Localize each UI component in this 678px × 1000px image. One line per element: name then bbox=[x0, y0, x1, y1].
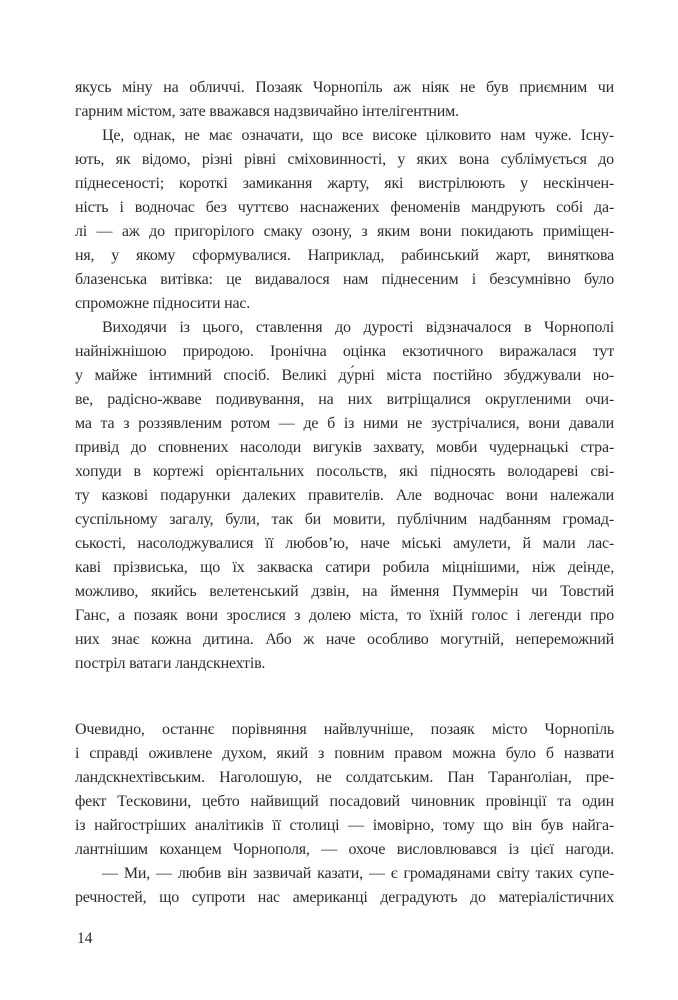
text-block bbox=[75, 76, 614, 910]
text-line: суспільному загалу, були, так би мовити, публічним надбанням громад- bbox=[75, 511, 614, 528]
text-line: фект Тесковини, цебто найвищий посадовий чиновник провінції та один bbox=[75, 793, 614, 810]
text-line: ськості, насолоджувалися її любов’ю, наче міські амулети, й мали лас- bbox=[75, 535, 614, 552]
text-line: лі — аж до пригорілого смаку озону, з яким вони покидають приміщен- bbox=[75, 223, 614, 240]
text-line: спроможне підносити нас. bbox=[75, 295, 251, 312]
text-line: ня, у якому сформувалися. Наприклад, рабинський жарт, виняткова bbox=[75, 247, 614, 264]
text-line: Це, однак, не має означати, що все високе цілковито нам чуже. Існу- bbox=[102, 127, 614, 144]
paragraph bbox=[75, 316, 614, 676]
text-line: і справді оживлене духом, який з повним правом можна було б назвати bbox=[75, 745, 614, 762]
text-line: Ганс, а позаяк вони зрослися з долею міста, то їхній голос і легенди про bbox=[75, 607, 614, 624]
text-line: ве, радісно-жваве подивування, на них витріщалися округленими очи- bbox=[75, 391, 614, 408]
text-line: піднесеності; короткі замикання жарту, які вистрілюють у нескінчен- bbox=[75, 175, 614, 192]
text-line: ють, як відомо, різні рівні сміховинності, у яких вона сублімується до bbox=[75, 151, 614, 168]
text-line: можливо, якийсь велетенський дзвін, на ймення Пуммерін чи Товстий bbox=[75, 583, 614, 600]
text-line: речностей, що супроти нас американці деградують до матеріалістичних bbox=[75, 889, 614, 906]
text-line: лантнішим коханцем Чорнополя, — охоче висловлювався із цієї нагоди. bbox=[75, 841, 614, 858]
paragraph bbox=[75, 862, 614, 910]
text-line: Виходячи із цього, ставлення до дурості відзначалося в Чорнополі bbox=[102, 319, 614, 336]
text-line: — Ми, — любив він зазвичай казати, — є громадянами світу таких супе- bbox=[102, 865, 614, 882]
text-line: постріл ватаги ландскнехтів. bbox=[75, 655, 266, 672]
text-line: них знає кожна дитина. Або ж наче особливо могутній, непереможний bbox=[75, 631, 614, 648]
text-line: Очевидно, останнє порівняння найвлучніше, позаяк місто Чорнопіль bbox=[75, 721, 614, 738]
page-number: 14 bbox=[77, 930, 93, 947]
paragraph bbox=[75, 76, 614, 124]
text-line: якусь міну на обличчі. Позаяк Чорнопіль аж ніяк не був приємним чи bbox=[75, 79, 614, 96]
text-line: гарним містом, зате вважався надзвичайно інтелігентним. bbox=[75, 103, 459, 120]
paragraph bbox=[75, 124, 614, 316]
text-line: у майже інтимний спосіб. Великі ду́рні міста постійно збуджували но- bbox=[75, 367, 614, 384]
text-line: із найгостріших аналітиків її столиці — імовірно, тому що він був найга- bbox=[75, 817, 614, 834]
text-line: ту казкові подарунки далеких правителів. Але водночас вони належали bbox=[75, 487, 614, 504]
text-line: каві прізвиська, що їх закваска сатири робила міцнішими, ніж деінде, bbox=[75, 559, 614, 576]
text-line: ма та з роззявленим ротом — де б із ними не зустрічалися, вони давали bbox=[75, 415, 614, 432]
text-line: ність і водночас без чуттєво наснажених феноменів мандрують собі да- bbox=[75, 199, 614, 216]
paragraph bbox=[75, 718, 614, 862]
text-line: привід до сповнених насолоди вигуків захвату, мовби чудернацькі стра- bbox=[75, 439, 614, 456]
text-line: блазенська витівка: це видавалося нам піднесеним і безсумнівно було bbox=[75, 271, 614, 288]
text-line: ландскнехтівським. Наголошую, не солдатським. Пан Таранґоліан, пре- bbox=[75, 769, 614, 786]
text-line: хопуди в кортежі орієнтальних посольств, які підносять володареві сві- bbox=[75, 463, 614, 480]
text-line: найніжнішою природою. Іронічна оцінка екзотичного виражалася тут bbox=[75, 343, 614, 360]
